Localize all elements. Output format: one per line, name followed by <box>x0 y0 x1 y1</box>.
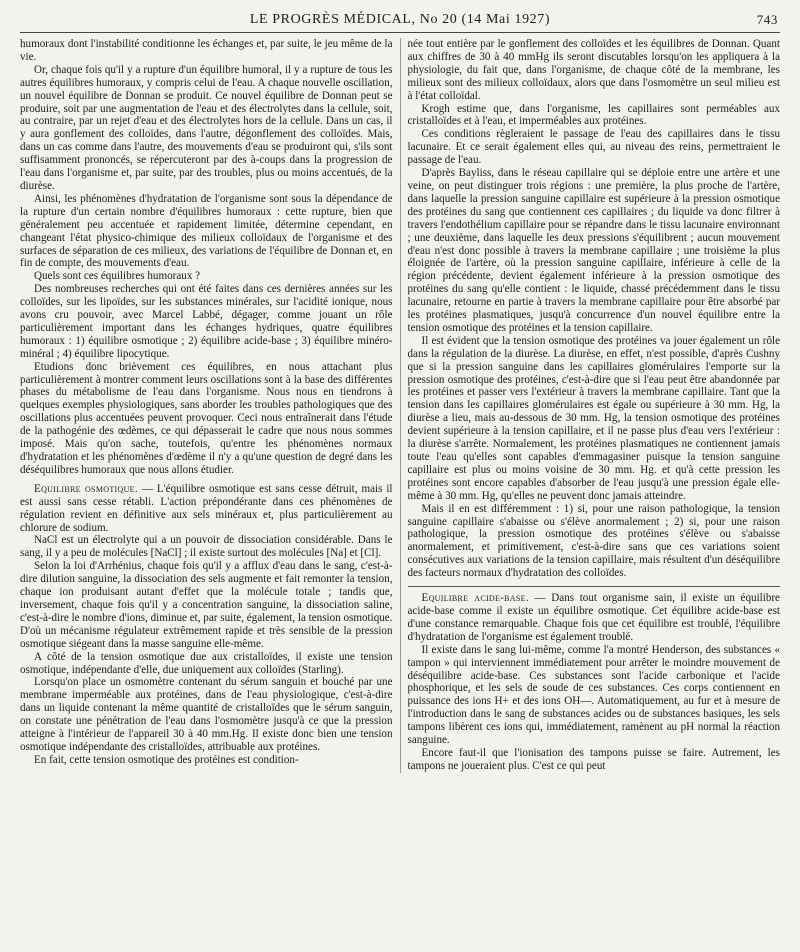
paragraph: Ainsi, les phénomènes d'hydratation de l'organisme sont sous la dépendance de la rupture d'un certain nombre d'équilibres humoraux : cette rupture, bien que généralement peu accentuée et rapidement limitée, détermine cependant, en changeant l'état physico-chimique des milieux colloïdaux de l'organisme et des surfaces de séparation de ces milieux, des variations de l'équilibre de Donnan et, en fin de compte, des mouvements d'eau. <box>20 192 393 270</box>
paragraph: Or, chaque fois qu'il y a rupture d'un équilibre humoral, il y a rupture de tous les autres équilibres humoraux, y compris celui de l'eau. A chaque nouvelle oscillation, un nouvel équilibre de Donnan se produit. Ce nouvel équilibre de Donnan peut se produire, soit par une augmentation de l'eau et des électrolytes dans la cellule, soit, au contraire, par un rejet d'eau et des électrolytes hors de la cellule. Dans un cas, il y aura gonflement des colloïdes, dans l'autre, dégonflement des colloïdes. Mais, dans un cas comme dans l'autre, des mouvements d'eau se produiront qui, s'ils sont suffisamment prononcés, se répercuteront par des à-coups dans la progression de l'eau dans l'organisme et, par suite, par des troubles, plus ou moins accentués, de la diurèse. <box>20 63 393 192</box>
paragraph: A côté de la tension osmotique due aux cristalloïdes, il existe une tension osmotique, indépendante d'elle, due uniquement aux colloïdes (Starling). <box>20 650 393 676</box>
paragraph: Encore faut-il que l'ionisation des tampons puisse se faire. Autrement, les tampons ne joueraient plus. C'est ce qui peut <box>407 746 780 772</box>
paragraph: D'après Bayliss, dans le réseau capillaire qui se déploie entre une artère et une veine, on peut distinguer trois régions : une première, la plus proche de l'artère, dans laquelle la pression sanguine capillaire est supérieure à la pression osmotique des protéines du sang que contiennent ces capillaires ; du liquide va donc filtrer à travers l'endothélium capillaire pour se répandre dans le tissu lacunaire environnant ; une deuxième, dans laquelle les deux pressions s'équilibrent ; aucun mouvement d'eau n'est donc possible à travers la membrane capillaire ; une troisième la plus éloignée de l'artère, où la pression sanguine capillaire, inférieure à celle de la région précédente, devient également inférieure à la pression osmotique des protéines du sang qu'elle contient : le liquide, chassé précédemment dans le tissu lacunaire, retourne en partie à travers la membrane capillaire pour être absorbé par les protéines plasmatiques, jusqu'à concurrence d'un nouvel équilibre entre la tension osmotique des protéines et la tension capillaire. <box>407 167 780 334</box>
right-column <box>400 38 781 773</box>
paragraph: En fait, cette tension osmotique des protéines est condition- <box>34 753 299 766</box>
paragraph-text: — L'équilibre osmotique est sans cesse détruit, mais il est aussi sans cesse rétabli. L'action prépondérante dans ces phénomènes de régulation revient en définitive aux sels minéraux et, plus particulièrement au chlorure de sodium. <box>20 482 393 534</box>
running-title: LE PROGRÈS MÉDICAL, No 20 (14 Mai 1927) <box>249 12 551 27</box>
paragraph: Selon la loi d'Arrhénius, chaque fois qu'il y a afflux d'eau dans le sang, c'est-à-dire dilution sanguine, la dissociation des sels augmente et fait remonter la tension, chaque ion produisant autant d'effet que la molécule totale ; tandis que, inversement, chaque fois qu'il y a concentration sanguine, la dissociation saline, c'est-à-dire le nombre d'ions, diminue et, par suite, également, la tension osmotique. D'où un mécanisme régulateur extrêmement rapide et très sensible de la pression osmotique siégeant dans la masse sanguine elle-même. <box>20 560 393 650</box>
page-number: 743 <box>756 12 778 27</box>
paragraph: NaCl est un électrolyte qui a un pouvoir de dissociation considérable. Dans le sang, il y a peu de molécules [NaCl] ; il existe surtout des molécules [Na] et [Cl]. <box>20 534 393 560</box>
section-paragraph <box>20 483 393 535</box>
paragraph: Il est évident que la tension osmotique des protéines va jouer également un rôle dans la régulation de la diurèse. La diurèse, en effet, n'est possible, d'après Cushny que si la pression sanguine dans les capillaires glomérulaires l'emporte sur la pression osmotique des protéines, c'est-à-dire que si l'eau peut être abandonnée par les protéines et passer vers l'extérieur à travers la membrane capillaire. Tant que la tension dans les capillaires glomérulaires est égale ou supérieure à 30 mm. Hg, la diurèse a lieu, mais au-dessous de 30 mm. Hg, la tension osmotique des protéines devient supérieure à la tension capillaire, et il ne passe plus d'eau vers l'extérieur : la diurèse s'arrête. Normalement, les protéines plasmatiques ne contiennent jamais toute l'eau qu'elles sont capables d'emmagasiner puisque la tension sanguine capillaire est plus ou moins voisine de 30 mm. Hg. et qu'à cette pression les protéines sont encore capables d'absorber de l'eau jusqu'à une pression égale elle-même à 30 mm. Hg, qu'elles ne peuvent donc jamais atteindre. <box>407 334 780 502</box>
running-head <box>20 8 780 33</box>
section-title-acide-base: Equilibre acide-base. <box>421 592 529 605</box>
left-column <box>20 38 393 773</box>
paragraph: née tout entière par le gonflement des colloïdes et les équilibres de Donnan. Quant aux chiffres de 30 à 40 mmHg ils seront discutables lorsqu'on les appliquera à la physiologie, du fait que, dans l'organisme, de chaque côté de la membrane, les milieux sont des milieux colloïdaux, alors que dans l'osmomètre un seul milieu est à l'état colloïdal. <box>407 38 780 102</box>
paragraph: Mais il en est différemment : 1) si, pour une raison pathologique, la tension sanguine capillaire s'abaisse ou s'élève anormalement ; 2) si, pour une raison pathologique, la pression osmotique des protéines s'élève ou s'abaisse anormalement, et primitivement, c'est-à-dire sans que ces variations soient consécutives aux variations de la tension capillaire, mais résultent d'un déséquilibre des facteurs normaux d'hydratation des colloïdes. <box>407 502 780 580</box>
paragraph: Des nombreuses recherches qui ont été faites dans ces dernières années sur les colloïdes, sur les lipoïdes, sur les substances minérales, sur l'acidité ionique, nous avons cru pouvoir, avec Marcel Labbé, dégager, comme jouant un rôle particulièrement important dans les échanges hydriques, quatre équilibres humoraux : 1) équilibre osmotique ; 2) équilibre acide-base ; 3) équilibre minéro-minéral ; 4) équilibre lipocytique. <box>20 283 393 360</box>
paragraph-text: — Dans tout organisme sain, il existe un équilibre acide-base comme il existe un équilibre osmotique. Cet équilibre acide-base est d'une constance remarquable. Chaque fois que cet équilibre est troublé, l'équilibre d'hydratation de l'organisme est également troublé. <box>407 592 780 643</box>
section-title-osmotique: Equilibre osmotique. <box>34 482 138 495</box>
section-divider <box>408 586 781 587</box>
paragraph: Quels sont ces équilibres humoraux ? <box>34 270 201 283</box>
section-paragraph <box>408 592 781 644</box>
paragraph: Krogh estime que, dans l'organisme, les capillaires sont perméables aux cristalloïdes et à l'eau, et imperméables aux protéines. <box>407 102 780 128</box>
paragraph: Il existe dans le sang lui-même, comme l'a montré Henderson, des substances « tampon » qui interviennent immédiatement pour arrêter le moindre mouvement de déséquilibre acide-base. Ces substances sont l'acide carbonique et l'acide phosphorique, et les sels de soude de ces substances. Ces corps contiennent en puissance des ions H+ et des ions OH—. Automatiquement, au fur et à mesure de l'introduction dans le sang de substances acides ou de substances basiques, les sels tampons libèrent ces ions qui, immédiatement, ramènent au pH normal la réaction sanguine. <box>407 643 780 747</box>
paragraph: Lorsqu'on place un osmomètre contenant du sérum sanguin et bouché par une membrane imperméable aux protéines, dans de l'eau physiologique, c'est-à-dire dans un liquide contenant la même quantité de cristalloïdes que le sérum sanguin, on constate une pénétration de l'eau dans l'osmomètre jusqu'à ce que la pression atteigne à l'intérieur de l'appareil 30 à 40 mm.Hg. Il existe donc bien une tension osmotique indépendante des cristalloïdes, attribuable aux protéines. <box>20 676 393 753</box>
text-columns <box>20 38 780 773</box>
paragraph: Ces conditions règleraient le passage de l'eau des capillaires dans le tissu lacunaire. Et ce serait également elles qui, au niveau des reins, permettraient le passage de l'eau. <box>407 128 780 167</box>
paragraph: humoraux dont l'instabilité conditionne les échanges et, par suite, le jeu même de la vie. <box>20 38 393 63</box>
paragraph: Etudions donc brièvement ces équilibres, en nous attachant plus particulièrement à montrer comment leurs oscillations sont à la base des différentes phases du métabolisme de l'eau dans l'organisme. Nous nous en tiendrons à quelques exemples physiologiques, sans aborder les troubles pathologiques que des oscillations plus accentuées peuvent provoquer. Ceci nous entraînerait dans l'étude de la pathogénie des œdèmes, ce qui dépasserait le cadre que nous nous sommes imposé. Mais qu'on sache, toutefois, qu'entre les phénomènes normaux d'hydratation et les phénomènes d'œdème il n'y a qu'une question de degré dans les déséquilibres humoraux que nous allons étudier. <box>20 360 393 476</box>
